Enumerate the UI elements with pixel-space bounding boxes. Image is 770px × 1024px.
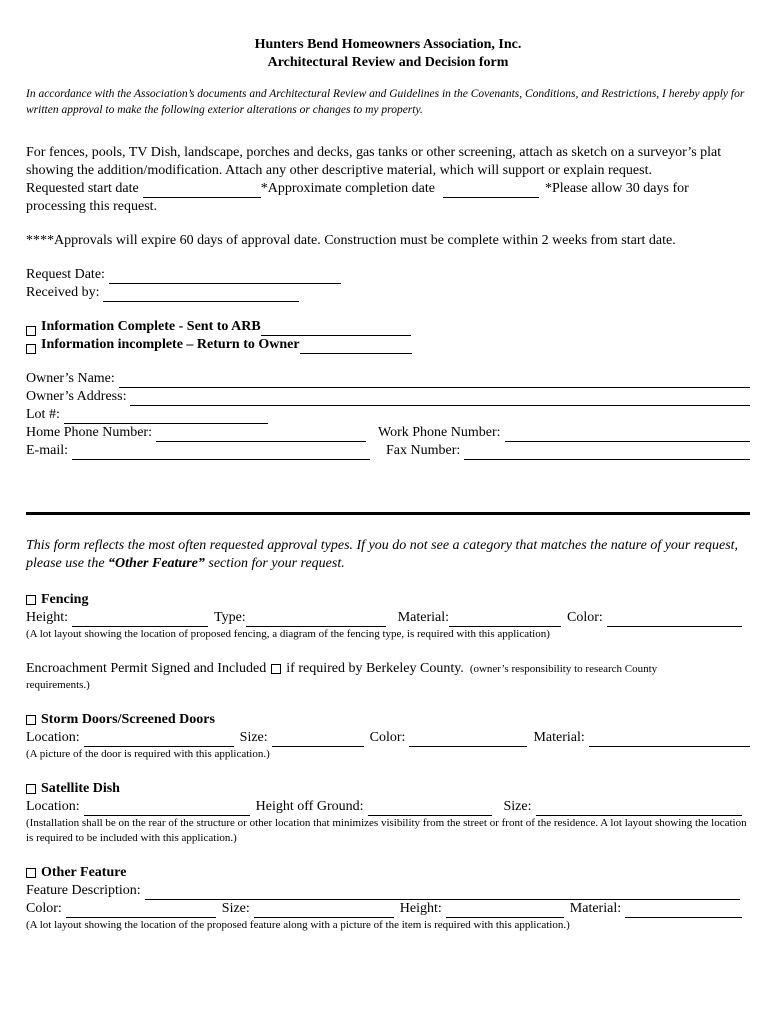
status-complete-label: Information Complete - Sent to ARB — [41, 319, 261, 334]
request-date-field[interactable] — [109, 270, 341, 284]
encroachment-text-2: if required by Berkeley County. — [286, 661, 464, 676]
other-color-field[interactable] — [66, 904, 216, 918]
fencing-height-field[interactable] — [72, 613, 208, 627]
home-phone-field[interactable] — [156, 428, 366, 442]
other-color-label: Color: — [26, 901, 62, 916]
fax-label: Fax Number: — [386, 443, 461, 458]
storm-doors-checkbox[interactable] — [26, 715, 36, 725]
other-height-field[interactable] — [446, 904, 564, 918]
dish-size-label: Size: — [503, 799, 532, 814]
fencing-color-label: Color: — [567, 610, 603, 625]
org-title: Hunters Bend Homeowners Association, Inc. — [254, 37, 522, 52]
encroachment-text: Encroachment Permit Signed and Included — [26, 661, 267, 676]
other-feature-checkbox[interactable] — [26, 868, 36, 878]
fax-field[interactable] — [464, 446, 750, 460]
storm-material-label: Material: — [533, 730, 585, 745]
other-fields-row — [26, 900, 750, 918]
fencing-title: Fencing — [41, 592, 89, 607]
owner-address-field[interactable] — [130, 392, 750, 406]
status-incomplete-field[interactable] — [300, 340, 412, 354]
category-note-text: This form reflects the most often requested approval types. If you do not see a category that matches the nature of your request, please use the — [26, 538, 739, 571]
lot-row — [26, 406, 750, 424]
fencing-checkbox[interactable] — [26, 595, 36, 605]
storm-doors-note: (A picture of the door is required with this application.) — [26, 748, 270, 760]
other-size-field[interactable] — [254, 904, 394, 918]
received-by-field[interactable] — [103, 288, 299, 302]
other-height-label: Height: — [399, 901, 442, 916]
work-phone-label: Work Phone Number: — [377, 425, 501, 440]
section-divider — [26, 512, 750, 515]
fencing-material-label: Material: — [397, 610, 449, 625]
received-by-row — [26, 284, 750, 302]
status-incomplete-label: Information incomplete – Return to Owner — [41, 337, 300, 352]
fencing-type-label: Type: — [214, 610, 246, 625]
other-feature-heading — [26, 864, 750, 882]
expiration-text: ****Approvals will expire 60 days of approval date. Construction must be complete within 2 weeks from start date. — [26, 233, 676, 248]
status-complete-row — [26, 318, 750, 336]
storm-size-label: Size: — [239, 730, 268, 745]
request-date-label: Request Date: — [26, 267, 105, 282]
storm-doors-section — [26, 711, 750, 762]
dish-location-label: Location: — [26, 799, 80, 814]
owner-name-label: Owner’s Name: — [26, 371, 115, 386]
fencing-heading — [26, 591, 750, 609]
incomplete-checkbox[interactable] — [26, 344, 36, 354]
encroachment-note-cont: requirements.) — [26, 679, 90, 691]
owner-name-row — [26, 370, 750, 388]
encroachment-checkbox[interactable] — [271, 664, 281, 674]
dish-height-field[interactable] — [368, 802, 492, 816]
lot-field[interactable] — [64, 410, 268, 424]
request-date-row — [26, 266, 750, 284]
other-desc-field[interactable] — [145, 886, 740, 900]
complete-checkbox[interactable] — [26, 326, 36, 336]
other-feature-section — [26, 864, 750, 933]
instructions-text: For fences, pools, TV Dish, landscape, porches and decks, gas tanks or other screening, attach as sketch on a surveyor’s plat showing the addition/modification. Attach any other descriptive material, which will support or explain request. — [26, 145, 722, 178]
satellite-dish-checkbox[interactable] — [26, 784, 36, 794]
email-row — [26, 442, 750, 460]
work-phone-field[interactable] — [505, 428, 750, 442]
start-date-field[interactable] — [143, 184, 261, 198]
satellite-dish-fields-row — [26, 798, 750, 816]
storm-doors-title: Storm Doors/Screened Doors — [41, 712, 215, 727]
fencing-fields-row — [26, 609, 750, 627]
storm-location-label: Location: — [26, 730, 80, 745]
storm-material-field[interactable] — [589, 733, 750, 747]
category-note-emphasis: “Other Feature” — [108, 556, 205, 571]
phone-row — [26, 424, 750, 442]
fencing-height-label: Height: — [26, 610, 68, 625]
instructions-paragraph — [26, 144, 750, 180]
dish-height-label: Height off Ground: — [255, 799, 364, 814]
home-phone-label: Home Phone Number: — [26, 425, 152, 440]
completion-date-field[interactable] — [443, 184, 539, 198]
encroachment-note-inline: (owner’s responsibility to research County — [469, 662, 658, 675]
category-note-text-end: section for your request. — [204, 556, 345, 571]
encroachment-row — [26, 660, 750, 678]
other-material-field[interactable] — [625, 904, 742, 918]
form-page — [26, 36, 750, 933]
completion-date-label: *Approximate completion date — [260, 181, 435, 196]
fencing-material-field[interactable] — [449, 613, 561, 627]
storm-doors-fields-row — [26, 729, 750, 747]
fencing-color-field[interactable] — [607, 613, 742, 627]
satellite-dish-heading — [26, 780, 750, 798]
storm-size-field[interactable] — [272, 733, 364, 747]
dish-size-field[interactable] — [536, 802, 743, 816]
dish-location-field[interactable] — [84, 802, 250, 816]
fencing-section — [26, 591, 750, 642]
storm-doors-heading — [26, 711, 750, 729]
owner-name-field[interactable] — [119, 374, 750, 388]
satellite-dish-note: (Installation shall be on the rear of the structure or other location that minimizes visibility from the street or front of the residence. A lot layout showing the location is required to be included with this application.) — [26, 817, 747, 844]
category-note — [26, 537, 750, 573]
other-desc-row — [26, 882, 750, 900]
storm-location-field[interactable] — [84, 733, 234, 747]
processing-text: processing this request. — [26, 199, 158, 214]
other-material-label: Material: — [569, 901, 622, 916]
storm-color-field[interactable] — [409, 733, 527, 747]
satellite-dish-title: Satellite Dish — [41, 781, 120, 796]
lot-label: Lot #: — [26, 407, 60, 422]
dates-row — [26, 180, 750, 198]
status-complete-field[interactable] — [261, 322, 411, 336]
start-date-label: Requested start date — [26, 181, 139, 196]
satellite-dish-section — [26, 780, 750, 846]
owner-address-row — [26, 388, 750, 406]
storm-color-label: Color: — [369, 730, 406, 745]
owner-address-label: Owner’s Address: — [26, 389, 127, 404]
other-desc-label: Feature Description: — [26, 883, 141, 898]
other-feature-title: Other Feature — [41, 865, 127, 880]
intro-text: In accordance with the Association’s documents and Architectural Review and Guidelines in the Covenants, Conditions, and Restrictions, I hereby apply for written approval to make the following exterior alterations or changes to my property. — [26, 88, 745, 116]
encroachment-section — [26, 660, 750, 693]
status-incomplete-row — [26, 336, 750, 354]
allow-days-label: *Please allow 30 days for — [544, 181, 689, 196]
form-title: Architectural Review and Decision form — [267, 55, 509, 70]
fencing-type-field[interactable] — [246, 613, 386, 627]
other-size-label: Size: — [221, 901, 250, 916]
fencing-note: (A lot layout showing the location of proposed fencing, a diagram of the fencing type, is required with this application) — [26, 628, 550, 640]
other-feature-note: (A lot layout showing the location of the proposed feature along with a picture of the item is required with this application.) — [26, 919, 570, 931]
email-field[interactable] — [72, 446, 370, 460]
email-label: E-mail: — [26, 443, 68, 458]
received-by-label: Received by: — [26, 285, 100, 300]
